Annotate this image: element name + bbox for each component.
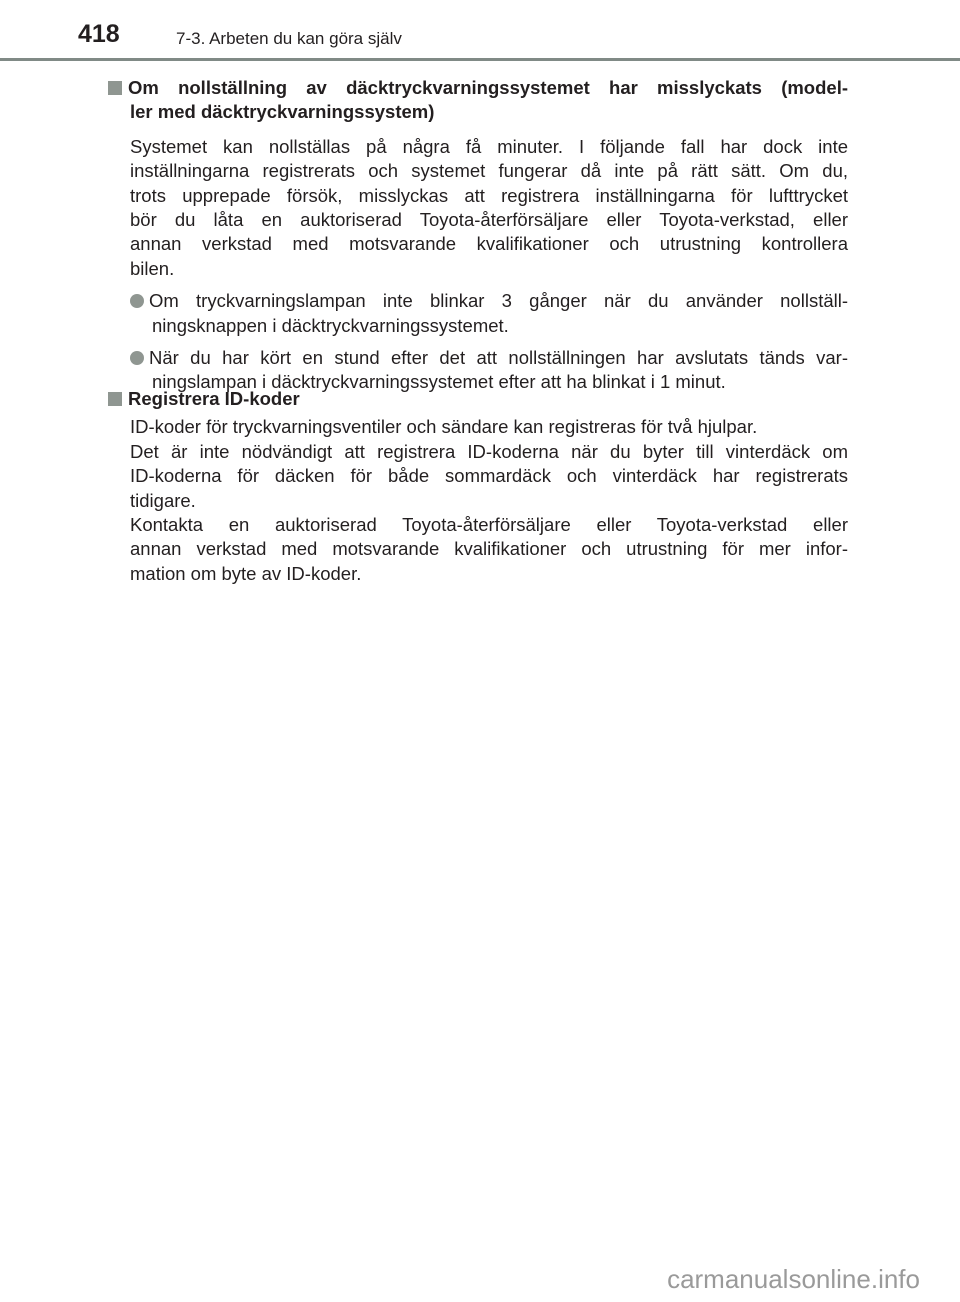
body-line: trots upprepade försök, misslyckas att registrera inställningarna för lufttrycket <box>130 184 848 206</box>
body-line: ID-koderna för däcken för både sommardäck och vinterdäck har registrerats <box>130 465 848 487</box>
body-line: Kontakta en auktoriserad Toyota-återförsäljare eller Toyota-verkstad eller <box>130 514 848 536</box>
section-register-id <box>108 387 848 586</box>
header-divider <box>0 58 960 61</box>
body-line: tidigare. <box>130 489 196 511</box>
body-line: Systemet kan nollställas på några få minuter. I följande fall har dock inte <box>130 135 848 157</box>
body-line: ID-koder för tryckvarningsventiler och sändare kan registreras för två hjulpar. <box>130 416 758 438</box>
body-line: bilen. <box>130 257 175 279</box>
bullet-line: Om tryckvarningslampan inte blinkar 3 gånger när du använder nollställ- <box>149 290 848 312</box>
heading-text: Registrera ID-koder <box>128 388 300 409</box>
section-heading <box>108 387 848 411</box>
square-bullet-icon <box>108 81 122 95</box>
page-number: 418 <box>78 20 120 48</box>
body-line: annan verkstad med motsvarande kvalifikationer och utrustning för mer infor- <box>130 538 848 560</box>
heading-line: Om nollställning av däcktryckvarningssystemet har misslyckats (model- <box>128 77 848 98</box>
circle-bullet-icon <box>130 351 144 365</box>
bullet-line: ningslampan i däcktryckvarningssystemet efter att ha blinkat i 1 minut. <box>152 371 726 393</box>
section-body <box>108 415 848 586</box>
square-bullet-icon <box>108 392 122 406</box>
body-line: Det är inte nödvändigt att registrera ID-koderna när du byter till vinterdäck om <box>130 440 848 462</box>
watermark: carmanualsonline.info <box>667 1264 920 1294</box>
body-line: inställningarna registrerats och systemet fungerar då inte på rätt sätt. Om du, <box>130 160 848 182</box>
body-line: annan verkstad med motsvarande kvalifikationer och utrustning kontrollera <box>130 233 848 255</box>
heading-line: ler med däcktryckvarningssystem) <box>130 101 435 123</box>
chapter-title: 7-3. Arbeten du kan göra själv <box>176 29 402 48</box>
circle-bullet-icon <box>130 294 144 308</box>
bullet-line: ningsknappen i däcktryckvarningssystemet. <box>152 314 509 336</box>
body-line: mation om byte av ID-koder. <box>130 562 362 584</box>
section-heading <box>108 76 848 100</box>
section-reset-failed <box>108 76 848 395</box>
body-line: bör du låta en auktoriserad Toyota-återförsäljare eller Toyota-verkstad, eller <box>130 209 848 231</box>
section-body <box>108 135 848 281</box>
bullet-line: När du har kört en stund efter det att nollställningen har avslutats tänds var- <box>149 347 848 369</box>
bullet-item <box>108 289 848 338</box>
